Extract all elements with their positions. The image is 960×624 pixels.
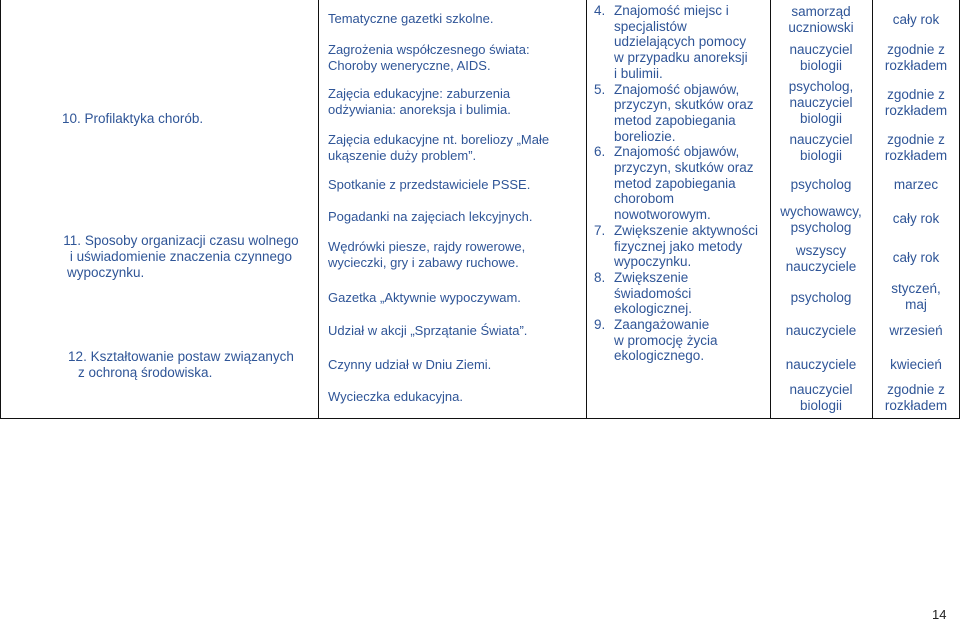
- activity-item: Zajęcia edukacyjne nt. boreliozy „Małe ukąszenie duży problem”.: [328, 132, 550, 163]
- outcome-item: 9. Zaangażowanie w promocję życia ekologicznego.: [594, 317, 718, 364]
- schedule-cell: kwiecień: [890, 357, 942, 372]
- table-border-left: [0, 0, 1, 419]
- responsible-cell: wychowawcy, psycholog: [780, 204, 862, 235]
- responsible-cell: nauczyciel biologii: [789, 132, 853, 163]
- schedule-cell: zgodnie z rozkładem: [884, 42, 948, 73]
- activity-item: Czynny udział w Dniu Ziemi.: [328, 357, 492, 372]
- responsible-cell: nauczyciel biologii: [789, 382, 853, 413]
- page-number: 14: [932, 607, 947, 622]
- activity-item: Pogadanki na zajęciach lekcyjnych.: [328, 209, 533, 224]
- activity-item: Udział w akcji „Sprzątanie Świata”.: [328, 323, 528, 338]
- topic-12: 12. Kształtowanie postaw związanych z ochroną środowiska.: [68, 349, 294, 380]
- schedule-cell: cały rok: [892, 12, 940, 27]
- responsible-cell: psycholog: [790, 177, 852, 192]
- column-divider: [318, 0, 319, 419]
- activity-item: Wędrówki piesze, rajdy rowerowe, wycieczki, gry i zabawy ruchowe.: [328, 239, 526, 270]
- activity-item: Zajęcia edukacyjne: zaburzenia odżywiania: anoreksja i bulimia.: [328, 86, 511, 117]
- activity-item: Tematyczne gazetki szkolne.: [328, 11, 494, 26]
- schedule-cell: cały rok: [892, 211, 940, 226]
- schedule-cell: marzec: [893, 177, 939, 192]
- outcome-item: 8. Zwiększenie świadomości ekologicznej.: [594, 269, 693, 317]
- outcomes-list: [594, 3, 769, 364]
- schedule-cell: zgodnie z rozkładem: [884, 87, 948, 118]
- schedule-cell: zgodnie z rozkładem: [884, 132, 948, 163]
- activity-item: Gazetka „Aktywnie wypoczywam.: [328, 290, 521, 305]
- outcome-item: 7. Zwiększenie aktywności fizycznej jako metody wypoczynku.: [594, 222, 759, 270]
- outcome-item: 5. Znajomość objawów, przyczyn, skutków oraz metod zapobiegania boreliozie.: [594, 81, 754, 144]
- responsible-cell: psycholog: [790, 290, 852, 305]
- topic-10: 10. Profilaktyka chorób.: [62, 111, 204, 126]
- responsible-cell: samorząd uczniowski: [788, 4, 854, 35]
- schedule-cell: wrzesień: [889, 323, 943, 338]
- activity-item: Spotkanie z przedstawiciele PSSE.: [328, 177, 531, 192]
- responsible-cell: nauczyciele: [785, 357, 857, 372]
- schedule-cell: cały rok: [892, 250, 940, 265]
- schedule-cell: zgodnie z rozkładem: [884, 382, 948, 413]
- topic-11: 11. Sposoby organizacji czasu wolnego i uświadomienie znaczenia czynnego wypoczynku.: [63, 233, 299, 280]
- schedule-cell: styczeń, maj: [891, 281, 941, 312]
- outcome-item: 6. Znajomość objawów, przyczyn, skutków oraz metod zapobiegania chorobom nowotworowym.: [594, 144, 754, 223]
- responsible-cell: wszyscy nauczyciele: [785, 243, 857, 274]
- activity-item: Wycieczka edukacyjna.: [328, 389, 463, 404]
- column-divider: [586, 0, 587, 419]
- responsible-cell: psycholog, nauczyciel biologii: [788, 79, 854, 126]
- table-bottom-border: [0, 418, 960, 419]
- responsible-cell: nauczyciel biologii: [789, 42, 853, 73]
- responsible-cell: nauczyciele: [785, 323, 857, 338]
- activity-item: Zagrożenia współczesnego świata: Choroby weneryczne, AIDS.: [328, 42, 530, 73]
- outcome-item: 4. Znajomość miejsc i specjalistów udzielających pomocy w przypadku anoreksji i bulimii.: [594, 3, 748, 81]
